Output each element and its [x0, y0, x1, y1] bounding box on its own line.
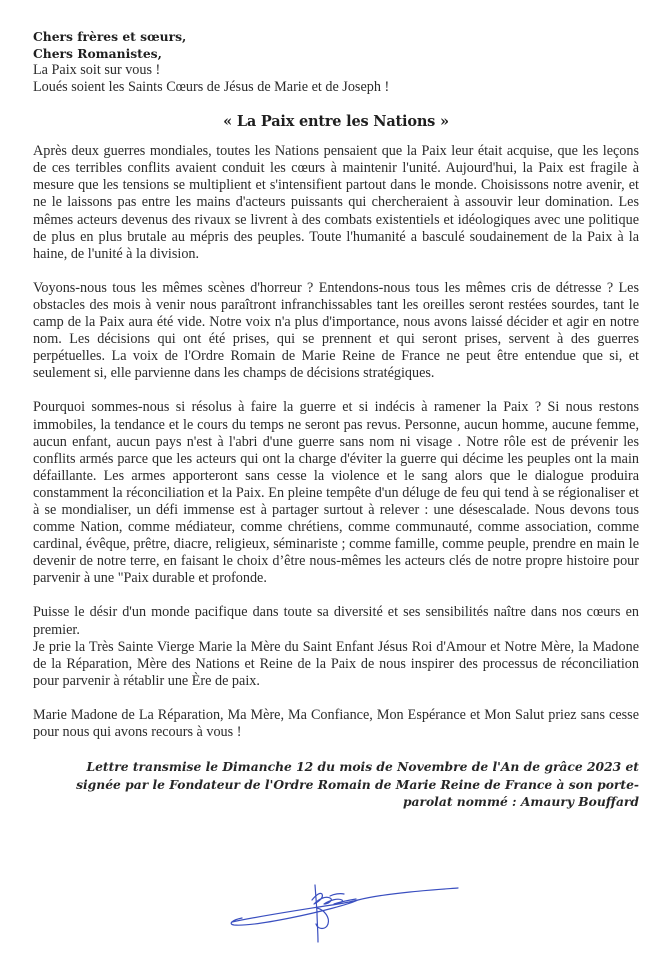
- signature-strokes: [231, 885, 458, 942]
- closing-line-1: Lettre transmise le Dimanche 12 du mois de Novembre de l'An de grâce 2023 et: [86, 759, 639, 775]
- letter-page: [33, 28, 639, 811]
- letter-title: « La Paix entre les Nations »: [223, 113, 449, 131]
- paragraph-5: Je prie la Très Sainte Vierge Marie la Mère du Saint Enfant Jésus Roi d'Amour et Notre Mère, la Madone de la Réparation, Mère des Nations et Reine de la Paix de nous inspirer des processus de réconciliation pour parvenir à rétablir une Ère de paix.: [33, 638, 639, 689]
- paragraph-6: Marie Madone de La Réparation, Ma Mère, Ma Confiance, Mon Espérance et Mon Salut priez sans cesse pour nous qui avons recours à vous !: [33, 706, 639, 740]
- closing-line-3: parolat nommé : Amaury Bouffard: [402, 794, 639, 810]
- closing-note: [33, 758, 639, 811]
- paragraph-3: Pourquoi sommes-nous si résolus à faire la guerre et si indécis à ramener la Paix ? Si nous restons immobiles, la tendance et le cours du temps ne seront pas revus. Personne, aucun homme, aucune femme, aucun enfant, aucun pays n'est à l'abri d'une guerre sans nom ni visage . Notre rôle est de prévenir les conflits armés parce que les acteurs qui ont la charge d'éviter la guerre qui décime les peuples ont la main défaillante. Les armes apporteront sans cesse la violence et le sang alors que le dialogue produira constamment la réconciliation et la Paix. En pleine tempête d'un déluge de feu qui tend à se régionaliser et à se mondialiser, un défi immense est à partager surtout à relever : une désescalade. Nous devons tous comme Nation, comme médiateur, comme chrétiens, comme communauté, comme association, comme cardinal, évêque, prêtre, diacre, religieux, séminariste ; comme famille, comme peuple, prendre en main le devenir de notre terre, en faisant le choix d’être nous-mêmes les acteurs clés de notre propre histoire pour parvenir à une "Paix durable et profonde.: [33, 399, 639, 587]
- closing-line-2: signée par le Fondateur de l'Ordre Romain de Marie Reine de France à son porte-: [76, 776, 639, 792]
- salutation-line-2: Chers Romanistes,: [33, 46, 162, 61]
- paragraph-1: Après deux guerres mondiales, toutes les Nations pensaient que la Paix leur était acquise, que les leçons de ces terribles conflits avaient conduit les cœurs à maintenir l'unité. Aujourd'hui, la Paix est fragile à mesure que les tensions se multiplient et s'intensifient partout dans le monde. Choisissons notre avenir, et ne le laissons pas entre les mains d'acteurs puissants qui chercheraient à assouvir leur domination. Les mêmes acteurs devenus des rivaux se livrent à des combats existentiels et idéologiques avec une politique de plus en plus brutale au mépris des peuples. Toute l'humanité a basculé soudainement de la Paix à la haine, de l'unité à la division.: [33, 143, 639, 262]
- greeting-hearts: Loués soient les Saints Cœurs de Jésus de Marie et de Joseph !: [33, 79, 390, 96]
- greeting-peace: La Paix soit sur vous !: [33, 62, 161, 78]
- paragraph-4: Puisse le désir d'un monde pacifique dans toute sa diversité et ses sensibilités naître dans nos cœurs en premier.: [33, 604, 639, 638]
- salutation-line-1: Chers frères et sœurs,: [33, 29, 187, 44]
- paragraph-2: Voyons-nous tous les mêmes scènes d'horreur ? Entendons-nous tous les mêmes cris de détresse ? Les obstacles des mois à venir nous paraîtront infranchissables tant les oreilles seront restées sourdes, tant le camp de la Paix aura été vide. Notre voix n'a plus d'importance, nous avons laissé décider et agir en notre nom. Les décisions qui ont été prises, qui se prennent et qui seront prises, servent à des guerres perpétuelles. La voix de l'Ordre Romain de Marie Reine de France ne peut être entendue que si, et seulement si, elle parvienne dans les champs de décisions stratégiques.: [33, 279, 639, 382]
- signature-icon: [230, 880, 460, 950]
